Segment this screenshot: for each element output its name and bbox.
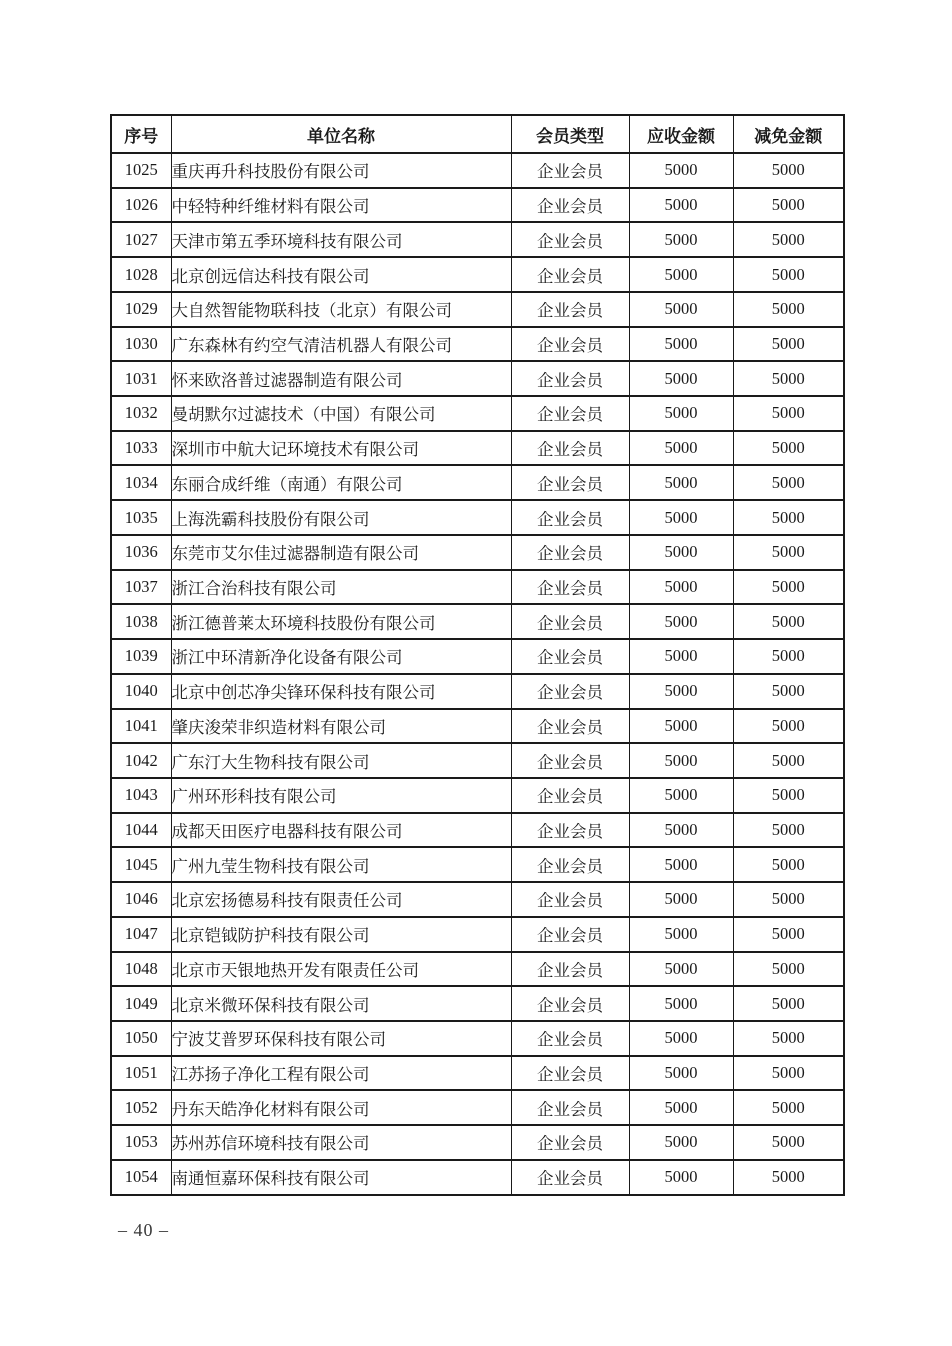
receivable-cell: 5000 xyxy=(629,882,733,917)
table-row xyxy=(111,952,844,987)
company-name-cell: 南通恒嘉环保科技有限公司 xyxy=(171,1160,511,1195)
table-row xyxy=(111,1125,844,1160)
company-name-cell: 广东汀大生物科技有限公司 xyxy=(171,743,511,778)
member-type-cell: 企业会员 xyxy=(511,327,629,362)
company-name-cell: 深圳市中航大记环境技术有限公司 xyxy=(171,431,511,466)
receivable-cell: 5000 xyxy=(629,778,733,813)
reduction-cell: 5000 xyxy=(733,153,844,188)
receivable-cell: 5000 xyxy=(629,396,733,431)
company-name-cell: 苏州苏信环境科技有限公司 xyxy=(171,1125,511,1160)
table-row xyxy=(111,882,844,917)
member-type-cell: 企业会员 xyxy=(511,257,629,292)
table-row xyxy=(111,535,844,570)
serial-cell: 1045 xyxy=(111,847,171,882)
member-type-cell: 企业会员 xyxy=(511,604,629,639)
company-name-cell: 北京创远信达科技有限公司 xyxy=(171,257,511,292)
receivable-cell: 5000 xyxy=(629,813,733,848)
reduction-cell: 5000 xyxy=(733,709,844,744)
receivable-cell: 5000 xyxy=(629,917,733,952)
serial-cell: 1028 xyxy=(111,257,171,292)
reduction-cell: 5000 xyxy=(733,327,844,362)
reduction-cell: 5000 xyxy=(733,986,844,1021)
company-name-cell: 北京中创芯净尖锋环保科技有限公司 xyxy=(171,674,511,709)
receivable-cell: 5000 xyxy=(629,1021,733,1056)
serial-cell: 1042 xyxy=(111,743,171,778)
header-serial: 序号 xyxy=(111,115,171,153)
table-row xyxy=(111,257,844,292)
receivable-cell: 5000 xyxy=(629,500,733,535)
table-row xyxy=(111,1021,844,1056)
member-type-cell: 企业会员 xyxy=(511,396,629,431)
serial-cell: 1026 xyxy=(111,188,171,223)
reduction-cell: 5000 xyxy=(733,222,844,257)
member-type-cell: 企业会员 xyxy=(511,292,629,327)
serial-cell: 1030 xyxy=(111,327,171,362)
reduction-cell: 5000 xyxy=(733,813,844,848)
reduction-cell: 5000 xyxy=(733,570,844,605)
member-type-cell: 企业会员 xyxy=(511,153,629,188)
receivable-cell: 5000 xyxy=(629,292,733,327)
member-type-cell: 企业会员 xyxy=(511,847,629,882)
table-row xyxy=(111,222,844,257)
reduction-cell: 5000 xyxy=(733,396,844,431)
company-name-cell: 肇庆浚荣非织造材料有限公司 xyxy=(171,709,511,744)
header-receivable: 应收金额 xyxy=(629,115,733,153)
company-name-cell: 中轻特种纤维材料有限公司 xyxy=(171,188,511,223)
table-row xyxy=(111,1090,844,1125)
company-name-cell: 东莞市艾尔佳过滤器制造有限公司 xyxy=(171,535,511,570)
company-name-cell: 天津市第五季环境科技有限公司 xyxy=(171,222,511,257)
reduction-cell: 5000 xyxy=(733,847,844,882)
member-type-cell: 企业会员 xyxy=(511,952,629,987)
company-name-cell: 重庆再升科技股份有限公司 xyxy=(171,153,511,188)
receivable-cell: 5000 xyxy=(629,222,733,257)
receivable-cell: 5000 xyxy=(629,604,733,639)
reduction-cell: 5000 xyxy=(733,778,844,813)
receivable-cell: 5000 xyxy=(629,1090,733,1125)
serial-cell: 1047 xyxy=(111,917,171,952)
serial-cell: 1046 xyxy=(111,882,171,917)
reduction-cell: 5000 xyxy=(733,674,844,709)
reduction-cell: 5000 xyxy=(733,1125,844,1160)
serial-cell: 1029 xyxy=(111,292,171,327)
receivable-cell: 5000 xyxy=(629,709,733,744)
serial-cell: 1037 xyxy=(111,570,171,605)
company-name-cell: 宁波艾普罗环保科技有限公司 xyxy=(171,1021,511,1056)
reduction-cell: 5000 xyxy=(733,1021,844,1056)
receivable-cell: 5000 xyxy=(629,1160,733,1195)
company-name-cell: 浙江合治科技有限公司 xyxy=(171,570,511,605)
table-row xyxy=(111,292,844,327)
table-row xyxy=(111,986,844,1021)
member-type-cell: 企业会员 xyxy=(511,986,629,1021)
table-row xyxy=(111,570,844,605)
member-type-cell: 企业会员 xyxy=(511,743,629,778)
reduction-cell: 5000 xyxy=(733,361,844,396)
serial-cell: 1050 xyxy=(111,1021,171,1056)
header-row xyxy=(111,115,844,153)
receivable-cell: 5000 xyxy=(629,1056,733,1091)
serial-cell: 1034 xyxy=(111,465,171,500)
membership-fee-table xyxy=(110,114,845,1196)
header-reduction: 减免金额 xyxy=(733,115,844,153)
serial-cell: 1039 xyxy=(111,639,171,674)
table-row xyxy=(111,153,844,188)
table-row xyxy=(111,917,844,952)
reduction-cell: 5000 xyxy=(733,743,844,778)
reduction-cell: 5000 xyxy=(733,431,844,466)
table-row xyxy=(111,743,844,778)
table-row xyxy=(111,639,844,674)
member-type-cell: 企业会员 xyxy=(511,882,629,917)
company-name-cell: 广州环形科技有限公司 xyxy=(171,778,511,813)
member-type-cell: 企业会员 xyxy=(511,570,629,605)
serial-cell: 1041 xyxy=(111,709,171,744)
reduction-cell: 5000 xyxy=(733,604,844,639)
company-name-cell: 浙江中环清新净化设备有限公司 xyxy=(171,639,511,674)
serial-cell: 1054 xyxy=(111,1160,171,1195)
table-row xyxy=(111,188,844,223)
member-type-cell: 企业会员 xyxy=(511,917,629,952)
table-row xyxy=(111,465,844,500)
company-name-cell: 浙江德普莱太环境科技股份有限公司 xyxy=(171,604,511,639)
table-row xyxy=(111,327,844,362)
receivable-cell: 5000 xyxy=(629,570,733,605)
company-name-cell: 北京市天银地热开发有限责任公司 xyxy=(171,952,511,987)
member-type-cell: 企业会员 xyxy=(511,500,629,535)
table-row xyxy=(111,709,844,744)
member-type-cell: 企业会员 xyxy=(511,465,629,500)
member-type-cell: 企业会员 xyxy=(511,361,629,396)
table-row xyxy=(111,1160,844,1195)
reduction-cell: 5000 xyxy=(733,257,844,292)
table-row xyxy=(111,396,844,431)
receivable-cell: 5000 xyxy=(629,674,733,709)
company-name-cell: 广东森林有约空气清洁机器人有限公司 xyxy=(171,327,511,362)
company-name-cell: 成都天田医疗电器科技有限公司 xyxy=(171,813,511,848)
table-row xyxy=(111,361,844,396)
member-type-cell: 企业会员 xyxy=(511,813,629,848)
member-type-cell: 企业会员 xyxy=(511,778,629,813)
table-row xyxy=(111,431,844,466)
company-name-cell: 北京宏扬德易科技有限责任公司 xyxy=(171,882,511,917)
member-type-cell: 企业会员 xyxy=(511,431,629,466)
table-row xyxy=(111,813,844,848)
member-type-cell: 企业会员 xyxy=(511,1125,629,1160)
member-type-cell: 企业会员 xyxy=(511,222,629,257)
reduction-cell: 5000 xyxy=(733,188,844,223)
receivable-cell: 5000 xyxy=(629,361,733,396)
receivable-cell: 5000 xyxy=(629,188,733,223)
table-row xyxy=(111,778,844,813)
company-name-cell: 东丽合成纤维（南通）有限公司 xyxy=(171,465,511,500)
serial-cell: 1049 xyxy=(111,986,171,1021)
serial-cell: 1040 xyxy=(111,674,171,709)
company-name-cell: 江苏扬子净化工程有限公司 xyxy=(171,1056,511,1091)
header-member-type: 会员类型 xyxy=(511,115,629,153)
serial-cell: 1035 xyxy=(111,500,171,535)
company-name-cell: 北京铠钺防护科技有限公司 xyxy=(171,917,511,952)
table-row xyxy=(111,604,844,639)
table-row xyxy=(111,500,844,535)
reduction-cell: 5000 xyxy=(733,639,844,674)
company-name-cell: 曼胡默尔过滤技术（中国）有限公司 xyxy=(171,396,511,431)
serial-cell: 1048 xyxy=(111,952,171,987)
reduction-cell: 5000 xyxy=(733,292,844,327)
member-type-cell: 企业会员 xyxy=(511,188,629,223)
receivable-cell: 5000 xyxy=(629,952,733,987)
member-type-cell: 企业会员 xyxy=(511,535,629,570)
company-name-cell: 丹东天皓净化材料有限公司 xyxy=(171,1090,511,1125)
company-name-cell: 广州九莹生物科技有限公司 xyxy=(171,847,511,882)
member-type-cell: 企业会员 xyxy=(511,1090,629,1125)
member-type-cell: 企业会员 xyxy=(511,1056,629,1091)
table-row xyxy=(111,847,844,882)
receivable-cell: 5000 xyxy=(629,153,733,188)
member-type-cell: 企业会员 xyxy=(511,639,629,674)
reduction-cell: 5000 xyxy=(733,500,844,535)
reduction-cell: 5000 xyxy=(733,535,844,570)
table-row xyxy=(111,674,844,709)
receivable-cell: 5000 xyxy=(629,743,733,778)
page-number: – 40 – xyxy=(118,1220,169,1240)
receivable-cell: 5000 xyxy=(629,327,733,362)
serial-cell: 1032 xyxy=(111,396,171,431)
serial-cell: 1033 xyxy=(111,431,171,466)
table-header xyxy=(111,115,844,153)
table-row xyxy=(111,1056,844,1091)
reduction-cell: 5000 xyxy=(733,952,844,987)
serial-cell: 1025 xyxy=(111,153,171,188)
company-name-cell: 大自然智能物联科技（北京）有限公司 xyxy=(171,292,511,327)
member-type-cell: 企业会员 xyxy=(511,1021,629,1056)
header-company: 单位名称 xyxy=(171,115,511,153)
table-body xyxy=(111,153,844,1195)
serial-cell: 1038 xyxy=(111,604,171,639)
serial-cell: 1036 xyxy=(111,535,171,570)
receivable-cell: 5000 xyxy=(629,639,733,674)
company-name-cell: 上海洗霸科技股份有限公司 xyxy=(171,500,511,535)
receivable-cell: 5000 xyxy=(629,986,733,1021)
member-type-cell: 企业会员 xyxy=(511,709,629,744)
serial-cell: 1053 xyxy=(111,1125,171,1160)
serial-cell: 1052 xyxy=(111,1090,171,1125)
member-type-cell: 企业会员 xyxy=(511,1160,629,1195)
company-name-cell: 北京米微环保科技有限公司 xyxy=(171,986,511,1021)
reduction-cell: 5000 xyxy=(733,1056,844,1091)
serial-cell: 1043 xyxy=(111,778,171,813)
serial-cell: 1031 xyxy=(111,361,171,396)
receivable-cell: 5000 xyxy=(629,847,733,882)
receivable-cell: 5000 xyxy=(629,535,733,570)
company-name-cell: 怀来欧洛普过滤器制造有限公司 xyxy=(171,361,511,396)
receivable-cell: 5000 xyxy=(629,1125,733,1160)
serial-cell: 1044 xyxy=(111,813,171,848)
receivable-cell: 5000 xyxy=(629,431,733,466)
reduction-cell: 5000 xyxy=(733,1160,844,1195)
receivable-cell: 5000 xyxy=(629,257,733,292)
serial-cell: 1051 xyxy=(111,1056,171,1091)
reduction-cell: 5000 xyxy=(733,465,844,500)
serial-cell: 1027 xyxy=(111,222,171,257)
receivable-cell: 5000 xyxy=(629,465,733,500)
reduction-cell: 5000 xyxy=(733,882,844,917)
member-type-cell: 企业会员 xyxy=(511,674,629,709)
reduction-cell: 5000 xyxy=(733,917,844,952)
reduction-cell: 5000 xyxy=(733,1090,844,1125)
